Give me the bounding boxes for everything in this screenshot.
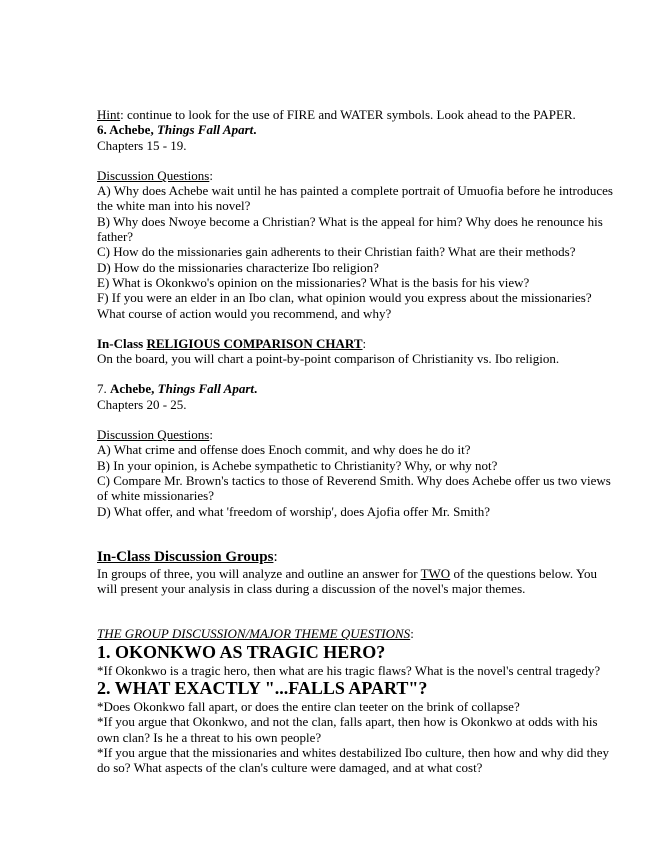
section6-question: F) If you were an elder in an Ibo clan, what opinion would you express about the missionaries? What course of action would you recommend, and why? — [97, 290, 592, 321]
theme-q2-line: *If you argue that the missionaries and whites destabilized Ibo culture, then how and why did they do so? What aspects of the clan's culture were damaged, and at what cost? — [97, 744, 610, 776]
section7-chapters: Chapters 20 - 25. — [97, 396, 187, 412]
section7-question: A) What crime and offense does Enoch commit, and why does he do it? — [97, 442, 471, 458]
section6-number: 6. Achebe, — [97, 122, 157, 138]
hint-label: Hint — [97, 107, 121, 122]
section7-dq-colon: : — [209, 427, 213, 443]
hint-text: : continue to look for the use of FIRE and WATER symbols. Look ahead to the PAPER. — [120, 107, 576, 122]
theme-q2-line: *Does Okonkwo fall apart, or does the entire clan teeter on the brink of collapse? — [97, 699, 520, 715]
section7-question: C) Compare Mr. Brown's tactics to those of Reverend Smith. Why does Achebe offer us two views of white missionaries? — [97, 472, 611, 504]
section6-chapters: Chapters 15 - 19. — [97, 137, 187, 153]
section6-question: A) Why does Achebe wait until he has painted a complete portrait of Umuofia before he introduces the white man into his novel? — [97, 183, 613, 214]
themes-heading — [97, 626, 617, 641]
document-page — [97, 107, 617, 776]
section6-question: E) What is Okonkwo's opinion on the missionaries? What is the basis for his view? — [97, 274, 530, 290]
groups-heading — [97, 549, 617, 566]
themes-heading-colon: : — [410, 626, 414, 642]
section6-question: C) How do the missionaries gain adherents to their Christian faith? What are their methods? — [97, 244, 576, 260]
section7-number: 7. — [97, 381, 110, 397]
section6-dq-label: Discussion Questions — [97, 167, 210, 183]
chart-prefix: In-Class — [97, 335, 147, 351]
section6-dq-colon: : — [209, 167, 213, 183]
section7-question: D) What offer, and what 'freedom of worship', does Ajofia offer Mr. Smith? — [97, 503, 490, 519]
groups-text-after: of the questions below. You will present your analysis in class during a discussion of the novel's major themes. — [97, 565, 598, 597]
theme-q1-title: 1. OKONKWO AS TRAGIC HERO? — [97, 641, 386, 662]
section6-title-end: . — [253, 122, 257, 138]
theme-q2-line: *If you argue that Okonkwo, and not the clan, falls apart, then how is Okonkwo at odds with his own clan? Is he a threat to his own people? — [97, 714, 598, 745]
groups-colon: : — [273, 548, 278, 565]
section7-heading — [97, 381, 617, 396]
theme-q2-title: 2. WHAT EXACTLY "...FALLS APART"? — [97, 678, 428, 699]
section7-title-end: . — [254, 381, 258, 397]
theme-q1-text: *If Okonkwo is a tragic hero, then what are his tragic flaws? What is the novel's central tragedy? — [97, 662, 601, 678]
section6-dq-heading — [97, 168, 617, 183]
groups-label: In-Class Discussion Groups — [97, 548, 274, 565]
themes-heading-text: THE GROUP DISCUSSION/MAJOR THEME QUESTIONS — [97, 626, 411, 642]
chart-label: RELIGIOUS COMPARISON CHART — [146, 335, 363, 351]
hint-line — [97, 107, 617, 122]
chart-text: On the board, you will chart a point-by-point comparison of Christianity vs. Ibo religion. — [97, 351, 560, 367]
section6-heading — [97, 122, 617, 137]
section6-question: B) Why does Nwoye become a Christian? What is the appeal for him? Why does he renounce his father? — [97, 213, 603, 245]
chart-colon: : — [362, 335, 367, 351]
section7-title: Things Fall Apart — [157, 381, 254, 397]
groups-text-emph: TWO — [420, 565, 451, 581]
section7-author: Achebe, — [110, 381, 158, 397]
groups-text-before: In groups of three, you will analyze and outline an answer for — [97, 565, 421, 581]
section7-dq-heading — [97, 427, 617, 442]
section7-dq-label: Discussion Questions — [97, 427, 210, 443]
section6-question: D) How do the missionaries characterize Ibo religion? — [97, 259, 379, 275]
chart-heading — [97, 336, 617, 351]
section7-question: B) In your opinion, is Achebe sympathetic to Christianity? Why, or why not? — [97, 457, 498, 473]
section6-title: Things Fall Apart — [156, 122, 254, 138]
groups-text — [97, 566, 617, 597]
